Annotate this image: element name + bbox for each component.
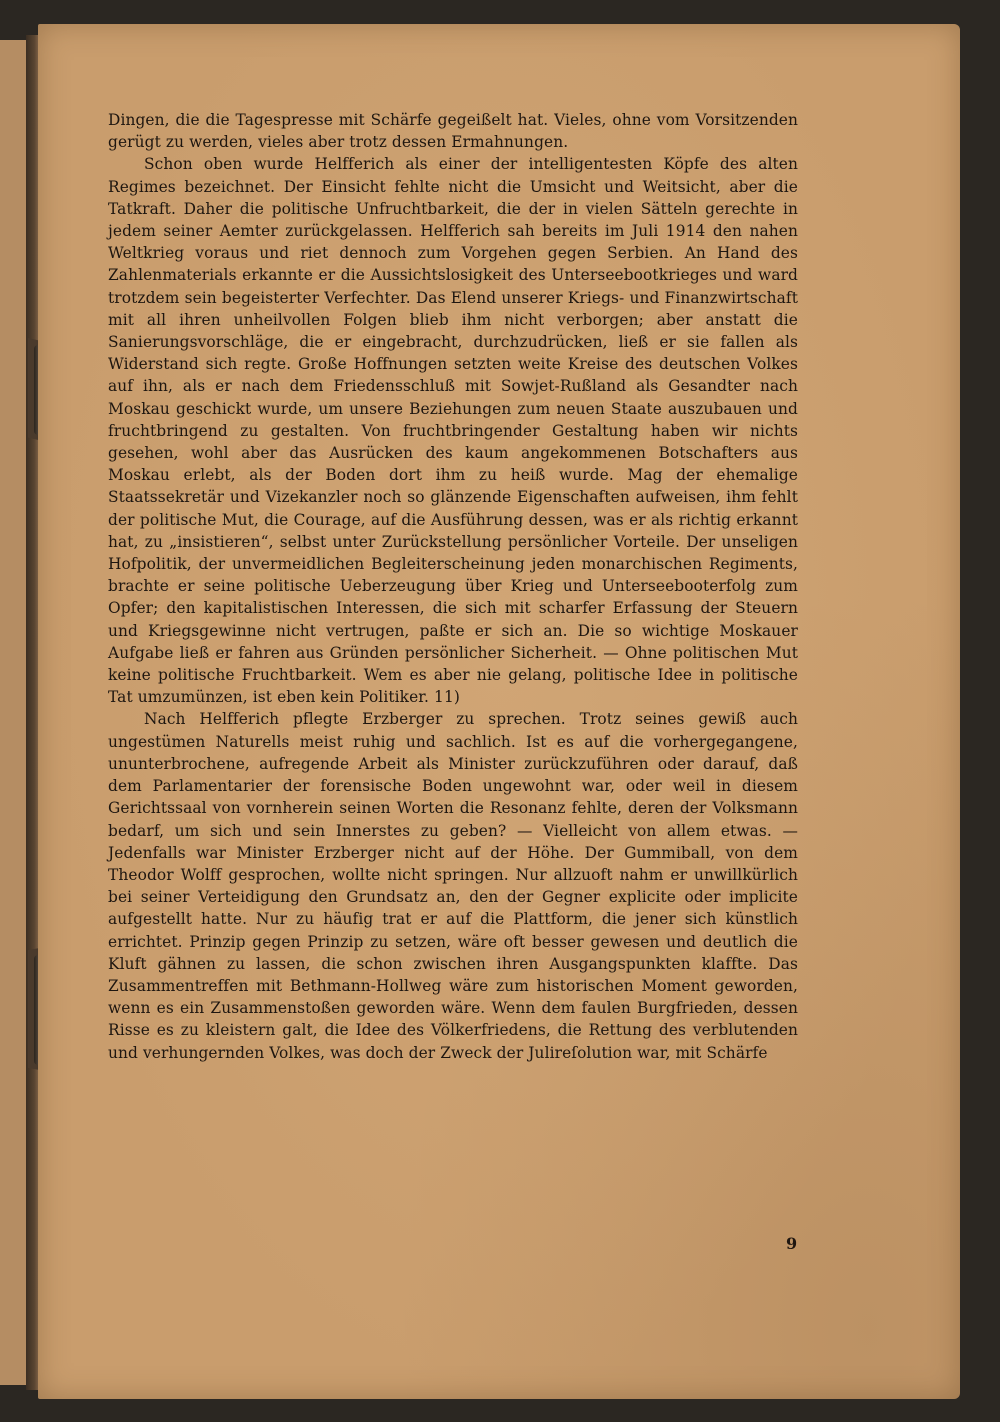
facing-page-edge xyxy=(0,40,29,1385)
paragraph-helfferich: Schon oben wurde Helfferich als einer der intelligentesten Köpfe des alten Regimes bezeichnet. Der Einsicht fehlte nicht die Umsicht und Weitsicht, aber die Tatkraft. Daher die politische Unfruchtbarkeit, die der in vielen Sätteln gerechte in jedem seiner Aemter zurückgelassen. Helfferich sah bereits im Juli 1914 den nahen Weltkrieg voraus und riet dennoch zum Vorgehen gegen Serbien. An Hand des Zahlenmaterials erkannte er die Aussichtslosigkeit des Unterseebootkrieges und ward trotzdem sein begeisterter Verfechter. Das Elend unserer Kriegs- und Finanzwirtschaft mit all ihren unheilvollen Folgen blieb ihm nicht verborgen; aber anstatt die Sanierungsvorschläge, die er eingebracht, durchzudrücken, ließ er sie fallen als Widerstand sich regte. Große Hoffnungen setzten weite Kreise des deutschen Volkes auf ihn, als er nach dem Friedensschluß mit Sowjet-Rußland als Gesandter nach Moskau geschickt wurde, um unsere Beziehungen zum neuen Staate auszubauen und fruchtbringend zu gestalten. Von fruchtbringender Gestaltung haben wir nichts gesehen, wohl aber das Ausrücken des kaum angekommenen Botschafters aus Moskau erlebt, als der Boden dort ihm zu heiß wurde. Mag der ehemalige Staatssekretär und Vizekanzler noch so glänzende Eigenschaften aufweisen, ihm fehlt der politische Mut, die Courage, auf die Ausführung dessen, was er als richtig erkannt hat, zu „insistieren“, selbst unter Zurückstellung persönlicher Vorteile. Der unseligen Hofpolitik, der unvermeidlichen Begleiterscheinung jeden monarchischen Regiments, brachte er seine politische Ueberzeugung über Krieg und Unterseebooterfolg zum Opfer; den kapitalistischen Interessen, die sich mit scharfer Erfassung der Steuern und Kriegsgewinne nicht vertrugen, paßte er sich an. Die so wichtige Moskauer Aufgabe ließ er fahren aus Gründen persönlicher Sicherheit. — Ohne politischen Mut keine politische Fruchtbarkeit. Wem es aber nie gelang, politische Idee in politische Tat umzumünzen, ist eben kein Politiker. 11) xyxy=(108,155,798,707)
page-number: 9 xyxy=(786,1234,798,1253)
paragraph-continuation: Dingen, die die Tagespresse mit Schärfe gegeißelt hat. Vieles, ohne vom Vorsitzenden gerügt zu werden, vieles aber trotz dessen Ermahnungen. xyxy=(108,111,798,152)
paragraph-erzberger: Nach Helfferich pflegte Erzberger zu sprechen. Trotz seines gewiß auch ungestümen Naturells meist ruhig und sachlich. Ist es auf die vorhergegangene, ununterbrochene, aufregende Arbeit als Minister zurückzuführen oder darauf, daß dem Parlamentarier der forensische Boden ungewohnt war, oder weil in diesem Gerichtssaal von vornherein seinen Worten die Resonanz fehlte, deren der Volksmann bedarf, um sich und sein Innerstes zu geben? — Vielleicht von allem etwas. — Jedenfalls war Minister Erzberger nicht auf der Höhe. Der Gummiball, von dem Theodor Wolff gesprochen, wollte nicht springen. Nur allzuoft nahm er unwillkürlich bei seiner Verteidigung den Grundsatz an, den der Gegner explicite oder implicite aufgestellt hatte. Nur zu häufig trat er auf die Plattform, die jener sich künstlich errichtet. Prinzip gegen Prinzip zu setzen, wäre oft besser gewesen und deutlich die Kluft gähnen zu lassen, die schon zwischen ihren Ausgangspunkten klaffte. Das Zusammentreffen mit Bethmann-Hollweg wäre zum historischen Moment geworden, wenn es ein Zusammenstoßen geworden wäre. Wenn dem faulen Burgfrieden, dessen Risse es zu kleistern galt, die Idee des Völkerfriedens, die Rettung des verblutenden und verhungernden Volkes, was doch der Zweck der Julireſolution war, mit Schärfe xyxy=(108,710,798,1062)
body-text xyxy=(108,109,798,1064)
document-page xyxy=(38,24,960,1399)
